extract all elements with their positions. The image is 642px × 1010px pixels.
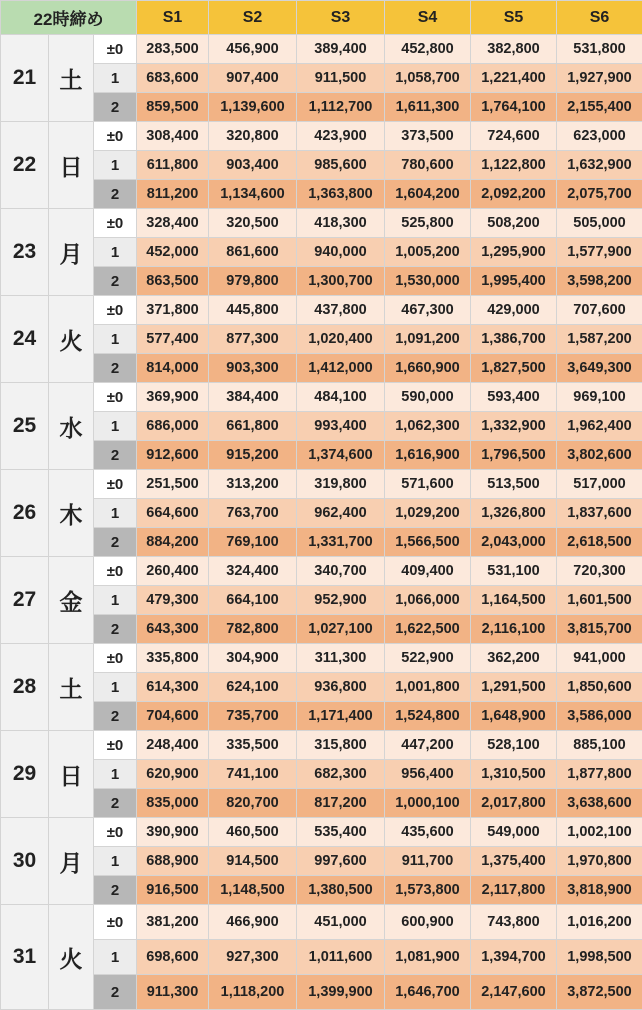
value-cell-s6: 1,577,900 <box>557 238 642 267</box>
value-cell-s4: 1,081,900 <box>385 940 471 975</box>
value-cell-s2: 460,500 <box>209 818 297 847</box>
value-cell-s1: 683,600 <box>137 64 209 93</box>
table-row <box>1 528 642 557</box>
value-cell-s6: 1,837,600 <box>557 499 642 528</box>
value-cell-s5: 2,092,200 <box>471 180 557 209</box>
value-cell-s6: 941,000 <box>557 644 642 673</box>
value-cell-s5: 531,100 <box>471 557 557 586</box>
level-label: 1 <box>94 151 137 180</box>
day-of-week: 月 <box>49 818 94 905</box>
day-number: 31 <box>1 905 49 1010</box>
table-row <box>1 615 642 644</box>
level-label: 1 <box>94 586 137 615</box>
value-cell-s5: 1,394,700 <box>471 940 557 975</box>
table-row <box>1 586 642 615</box>
level-label: 1 <box>94 760 137 789</box>
value-cell-s3: 451,000 <box>297 905 385 940</box>
value-cell-s3: 423,900 <box>297 122 385 151</box>
table-row <box>1 296 642 325</box>
value-cell-s4: 1,000,100 <box>385 789 471 818</box>
value-cell-s1: 686,000 <box>137 412 209 441</box>
level-label: ±0 <box>94 905 137 940</box>
table-row <box>1 789 642 818</box>
value-cell-s2: 384,400 <box>209 383 297 412</box>
table-row <box>1 731 642 760</box>
level-label: 2 <box>94 267 137 296</box>
level-label: ±0 <box>94 557 137 586</box>
value-cell-s5: 1,291,500 <box>471 673 557 702</box>
table-row <box>1 354 642 383</box>
value-cell-s5: 1,386,700 <box>471 325 557 354</box>
value-cell-s2: 664,100 <box>209 586 297 615</box>
level-label: 2 <box>94 975 137 1010</box>
level-label: 1 <box>94 64 137 93</box>
day-of-week: 火 <box>49 905 94 1010</box>
value-cell-s6: 3,872,500 <box>557 975 642 1010</box>
value-cell-s1: 577,400 <box>137 325 209 354</box>
value-cell-s3: 1,380,500 <box>297 876 385 905</box>
value-cell-s4: 1,611,300 <box>385 93 471 122</box>
value-cell-s5: 1,326,800 <box>471 499 557 528</box>
value-cell-s5: 2,117,800 <box>471 876 557 905</box>
value-cell-s4: 956,400 <box>385 760 471 789</box>
day-number: 24 <box>1 296 49 383</box>
value-cell-s4: 1,058,700 <box>385 64 471 93</box>
day-number: 21 <box>1 35 49 122</box>
value-cell-s6: 1,877,800 <box>557 760 642 789</box>
value-cell-s2: 320,500 <box>209 209 297 238</box>
value-cell-s6: 1,970,800 <box>557 847 642 876</box>
value-cell-s2: 661,800 <box>209 412 297 441</box>
value-cell-s6: 3,598,200 <box>557 267 642 296</box>
value-cell-s3: 682,300 <box>297 760 385 789</box>
value-cell-s5: 528,100 <box>471 731 557 760</box>
value-cell-s6: 3,638,600 <box>557 789 642 818</box>
level-label: 1 <box>94 238 137 267</box>
value-cell-s6: 3,649,300 <box>557 354 642 383</box>
value-cell-s1: 664,600 <box>137 499 209 528</box>
value-cell-s4: 525,800 <box>385 209 471 238</box>
value-cell-s3: 993,400 <box>297 412 385 441</box>
level-label: ±0 <box>94 383 137 412</box>
value-cell-s4: 780,600 <box>385 151 471 180</box>
table-row <box>1 441 642 470</box>
value-cell-s6: 3,802,600 <box>557 441 642 470</box>
value-cell-s4: 1,622,500 <box>385 615 471 644</box>
value-cell-s3: 1,412,000 <box>297 354 385 383</box>
value-cell-s1: 328,400 <box>137 209 209 238</box>
value-cell-s3: 1,331,700 <box>297 528 385 557</box>
table-row <box>1 940 642 975</box>
level-label: 2 <box>94 789 137 818</box>
table-row <box>1 499 642 528</box>
table-row <box>1 876 642 905</box>
value-cell-s2: 741,100 <box>209 760 297 789</box>
value-cell-s4: 1,029,200 <box>385 499 471 528</box>
table-row <box>1 238 642 267</box>
value-cell-s4: 1,616,900 <box>385 441 471 470</box>
level-label: ±0 <box>94 818 137 847</box>
value-cell-s2: 914,500 <box>209 847 297 876</box>
value-cell-s1: 283,500 <box>137 35 209 64</box>
value-cell-s2: 466,900 <box>209 905 297 940</box>
value-cell-s6: 531,800 <box>557 35 642 64</box>
value-cell-s3: 418,300 <box>297 209 385 238</box>
table-row <box>1 847 642 876</box>
value-cell-s1: 371,800 <box>137 296 209 325</box>
value-cell-s4: 590,000 <box>385 383 471 412</box>
value-cell-s6: 3,586,000 <box>557 702 642 731</box>
value-cell-s6: 1,962,400 <box>557 412 642 441</box>
value-cell-s1: 704,600 <box>137 702 209 731</box>
column-header-s5: S5 <box>471 1 557 35</box>
value-cell-s1: 863,500 <box>137 267 209 296</box>
value-cell-s2: 820,700 <box>209 789 297 818</box>
table-row <box>1 412 642 441</box>
value-cell-s4: 1,573,800 <box>385 876 471 905</box>
value-cell-s3: 911,500 <box>297 64 385 93</box>
value-cell-s4: 571,600 <box>385 470 471 499</box>
value-cell-s2: 445,800 <box>209 296 297 325</box>
value-cell-s6: 623,000 <box>557 122 642 151</box>
table-row <box>1 209 642 238</box>
value-cell-s4: 1,646,700 <box>385 975 471 1010</box>
value-cell-s3: 1,399,900 <box>297 975 385 1010</box>
value-cell-s6: 969,100 <box>557 383 642 412</box>
day-of-week: 土 <box>49 644 94 731</box>
value-cell-s5: 1,764,100 <box>471 93 557 122</box>
value-cell-s3: 1,112,700 <box>297 93 385 122</box>
value-cell-s3: 535,400 <box>297 818 385 847</box>
day-number: 22 <box>1 122 49 209</box>
value-cell-s4: 522,900 <box>385 644 471 673</box>
value-cell-s6: 1,927,900 <box>557 64 642 93</box>
value-cell-s1: 811,200 <box>137 180 209 209</box>
level-label: 2 <box>94 702 137 731</box>
value-cell-s2: 763,700 <box>209 499 297 528</box>
value-cell-s2: 769,100 <box>209 528 297 557</box>
value-cell-s5: 2,043,000 <box>471 528 557 557</box>
day-number: 28 <box>1 644 49 731</box>
level-label: 2 <box>94 93 137 122</box>
value-cell-s3: 962,400 <box>297 499 385 528</box>
day-number: 23 <box>1 209 49 296</box>
value-cell-s3: 311,300 <box>297 644 385 673</box>
level-label: 1 <box>94 499 137 528</box>
value-cell-s3: 936,800 <box>297 673 385 702</box>
value-cell-s2: 335,500 <box>209 731 297 760</box>
value-cell-s3: 985,600 <box>297 151 385 180</box>
day-of-week: 日 <box>49 731 94 818</box>
level-label: ±0 <box>94 731 137 760</box>
value-cell-s3: 1,027,100 <box>297 615 385 644</box>
value-cell-s4: 1,660,900 <box>385 354 471 383</box>
table-body <box>1 35 642 1010</box>
value-cell-s6: 3,818,900 <box>557 876 642 905</box>
value-cell-s3: 1,020,400 <box>297 325 385 354</box>
value-cell-s2: 624,100 <box>209 673 297 702</box>
value-cell-s3: 389,400 <box>297 35 385 64</box>
table-row <box>1 760 642 789</box>
level-label: 2 <box>94 180 137 209</box>
value-cell-s6: 1,998,500 <box>557 940 642 975</box>
value-cell-s3: 817,200 <box>297 789 385 818</box>
column-header-s6: S6 <box>557 1 642 35</box>
value-cell-s2: 1,134,600 <box>209 180 297 209</box>
level-label: 1 <box>94 673 137 702</box>
value-cell-s1: 308,400 <box>137 122 209 151</box>
table-row <box>1 383 642 412</box>
value-cell-s2: 907,400 <box>209 64 297 93</box>
value-cell-s4: 1,001,800 <box>385 673 471 702</box>
value-cell-s3: 1,363,800 <box>297 180 385 209</box>
value-cell-s1: 643,300 <box>137 615 209 644</box>
table-row <box>1 93 642 122</box>
day-of-week: 水 <box>49 383 94 470</box>
level-label: 1 <box>94 940 137 975</box>
value-cell-s5: 362,200 <box>471 644 557 673</box>
value-cell-s6: 2,618,500 <box>557 528 642 557</box>
value-cell-s2: 1,118,200 <box>209 975 297 1010</box>
value-cell-s1: 335,800 <box>137 644 209 673</box>
value-cell-s6: 517,000 <box>557 470 642 499</box>
value-cell-s5: 1,375,400 <box>471 847 557 876</box>
value-cell-s2: 304,900 <box>209 644 297 673</box>
value-cell-s6: 2,155,400 <box>557 93 642 122</box>
value-cell-s4: 1,530,000 <box>385 267 471 296</box>
value-cell-s5: 2,116,100 <box>471 615 557 644</box>
value-cell-s6: 1,016,200 <box>557 905 642 940</box>
table-row <box>1 325 642 354</box>
value-cell-s1: 814,000 <box>137 354 209 383</box>
value-cell-s4: 1,091,200 <box>385 325 471 354</box>
table-row <box>1 644 642 673</box>
value-cell-s1: 916,500 <box>137 876 209 905</box>
table-row <box>1 702 642 731</box>
table-row <box>1 557 642 586</box>
value-cell-s6: 707,600 <box>557 296 642 325</box>
value-cell-s4: 1,604,200 <box>385 180 471 209</box>
value-cell-s3: 997,600 <box>297 847 385 876</box>
value-cell-s5: 1,332,900 <box>471 412 557 441</box>
value-cell-s6: 1,850,600 <box>557 673 642 702</box>
value-cell-s2: 1,139,600 <box>209 93 297 122</box>
value-cell-s3: 315,800 <box>297 731 385 760</box>
level-label: 1 <box>94 847 137 876</box>
table-header <box>1 1 642 35</box>
value-cell-s4: 1,066,000 <box>385 586 471 615</box>
value-cell-s2: 1,148,500 <box>209 876 297 905</box>
value-cell-s5: 724,600 <box>471 122 557 151</box>
value-cell-s2: 915,200 <box>209 441 297 470</box>
value-cell-s4: 1,566,500 <box>385 528 471 557</box>
value-cell-s4: 1,062,300 <box>385 412 471 441</box>
column-header-s4: S4 <box>385 1 471 35</box>
value-cell-s2: 735,700 <box>209 702 297 731</box>
value-cell-s5: 1,295,900 <box>471 238 557 267</box>
table-row <box>1 122 642 151</box>
value-cell-s4: 452,800 <box>385 35 471 64</box>
value-cell-s6: 1,601,500 <box>557 586 642 615</box>
value-cell-s4: 409,400 <box>385 557 471 586</box>
column-header-s3: S3 <box>297 1 385 35</box>
value-cell-s1: 688,900 <box>137 847 209 876</box>
value-cell-s3: 1,171,400 <box>297 702 385 731</box>
value-cell-s5: 1,310,500 <box>471 760 557 789</box>
value-cell-s5: 2,147,600 <box>471 975 557 1010</box>
day-of-week: 土 <box>49 35 94 122</box>
value-cell-s2: 313,200 <box>209 470 297 499</box>
value-cell-s1: 452,000 <box>137 238 209 267</box>
value-cell-s2: 927,300 <box>209 940 297 975</box>
day-of-week: 月 <box>49 209 94 296</box>
level-label: ±0 <box>94 644 137 673</box>
level-label: ±0 <box>94 35 137 64</box>
value-cell-s1: 911,300 <box>137 975 209 1010</box>
value-cell-s1: 260,400 <box>137 557 209 586</box>
value-cell-s2: 861,600 <box>209 238 297 267</box>
value-cell-s4: 1,524,800 <box>385 702 471 731</box>
column-header-s2: S2 <box>209 1 297 35</box>
value-cell-s2: 979,800 <box>209 267 297 296</box>
value-cell-s2: 782,800 <box>209 615 297 644</box>
level-label: 2 <box>94 354 137 383</box>
value-cell-s5: 429,000 <box>471 296 557 325</box>
table-row <box>1 180 642 209</box>
value-cell-s5: 549,000 <box>471 818 557 847</box>
value-cell-s1: 251,500 <box>137 470 209 499</box>
day-number: 27 <box>1 557 49 644</box>
value-cell-s4: 435,600 <box>385 818 471 847</box>
value-cell-s3: 340,700 <box>297 557 385 586</box>
value-cell-s2: 456,900 <box>209 35 297 64</box>
table-row <box>1 64 642 93</box>
value-cell-s1: 912,600 <box>137 441 209 470</box>
value-cell-s5: 382,800 <box>471 35 557 64</box>
table-row <box>1 151 642 180</box>
value-cell-s5: 1,827,500 <box>471 354 557 383</box>
value-cell-s1: 884,200 <box>137 528 209 557</box>
value-cell-s5: 508,200 <box>471 209 557 238</box>
value-cell-s3: 940,000 <box>297 238 385 267</box>
value-cell-s5: 1,221,400 <box>471 64 557 93</box>
value-cell-s4: 911,700 <box>385 847 471 876</box>
level-label: 2 <box>94 528 137 557</box>
value-cell-s6: 3,815,700 <box>557 615 642 644</box>
value-cell-s3: 319,800 <box>297 470 385 499</box>
day-of-week: 金 <box>49 557 94 644</box>
value-cell-s6: 885,100 <box>557 731 642 760</box>
table-row <box>1 35 642 64</box>
value-cell-s1: 611,800 <box>137 151 209 180</box>
value-cell-s6: 505,000 <box>557 209 642 238</box>
table-row <box>1 267 642 296</box>
level-label: 1 <box>94 325 137 354</box>
value-cell-s3: 952,900 <box>297 586 385 615</box>
level-label: 2 <box>94 615 137 644</box>
day-number: 30 <box>1 818 49 905</box>
value-cell-s1: 479,300 <box>137 586 209 615</box>
level-label: 2 <box>94 441 137 470</box>
value-cell-s2: 324,400 <box>209 557 297 586</box>
day-of-week: 木 <box>49 470 94 557</box>
table-row <box>1 470 642 499</box>
value-cell-s1: 369,900 <box>137 383 209 412</box>
day-of-week: 火 <box>49 296 94 383</box>
level-label: 2 <box>94 876 137 905</box>
day-number: 25 <box>1 383 49 470</box>
value-cell-s3: 1,374,600 <box>297 441 385 470</box>
level-label: 1 <box>94 412 137 441</box>
deadline-header: 22時締め <box>1 1 137 35</box>
value-cell-s1: 248,400 <box>137 731 209 760</box>
value-cell-s3: 484,100 <box>297 383 385 412</box>
value-cell-s5: 513,500 <box>471 470 557 499</box>
value-cell-s6: 720,300 <box>557 557 642 586</box>
level-label: ±0 <box>94 122 137 151</box>
value-cell-s1: 835,000 <box>137 789 209 818</box>
column-header-s1: S1 <box>137 1 209 35</box>
value-cell-s1: 614,300 <box>137 673 209 702</box>
value-cell-s3: 437,800 <box>297 296 385 325</box>
value-cell-s6: 1,632,900 <box>557 151 642 180</box>
value-cell-s4: 600,900 <box>385 905 471 940</box>
table-row <box>1 975 642 1010</box>
value-cell-s1: 390,900 <box>137 818 209 847</box>
value-cell-s2: 877,300 <box>209 325 297 354</box>
value-cell-s1: 698,600 <box>137 940 209 975</box>
value-cell-s5: 593,400 <box>471 383 557 412</box>
level-label: ±0 <box>94 296 137 325</box>
value-cell-s1: 620,900 <box>137 760 209 789</box>
value-cell-s6: 1,002,100 <box>557 818 642 847</box>
value-cell-s4: 373,500 <box>385 122 471 151</box>
table-row <box>1 673 642 702</box>
value-cell-s5: 1,164,500 <box>471 586 557 615</box>
value-cell-s6: 1,587,200 <box>557 325 642 354</box>
value-cell-s2: 903,300 <box>209 354 297 383</box>
value-cell-s4: 467,300 <box>385 296 471 325</box>
day-number: 26 <box>1 470 49 557</box>
value-cell-s5: 1,796,500 <box>471 441 557 470</box>
day-of-week: 日 <box>49 122 94 209</box>
value-cell-s1: 381,200 <box>137 905 209 940</box>
value-cell-s5: 1,995,400 <box>471 267 557 296</box>
value-cell-s1: 859,500 <box>137 93 209 122</box>
value-cell-s4: 1,005,200 <box>385 238 471 267</box>
level-label: ±0 <box>94 470 137 499</box>
day-number: 29 <box>1 731 49 818</box>
table-row <box>1 818 642 847</box>
value-cell-s2: 320,800 <box>209 122 297 151</box>
value-cell-s3: 1,011,600 <box>297 940 385 975</box>
value-cell-s6: 2,075,700 <box>557 180 642 209</box>
value-cell-s4: 447,200 <box>385 731 471 760</box>
value-cell-s2: 903,400 <box>209 151 297 180</box>
value-cell-s5: 1,648,900 <box>471 702 557 731</box>
value-cell-s5: 743,800 <box>471 905 557 940</box>
value-cell-s5: 2,017,800 <box>471 789 557 818</box>
value-cell-s3: 1,300,700 <box>297 267 385 296</box>
level-label: ±0 <box>94 209 137 238</box>
value-cell-s5: 1,122,800 <box>471 151 557 180</box>
table-row <box>1 905 642 940</box>
